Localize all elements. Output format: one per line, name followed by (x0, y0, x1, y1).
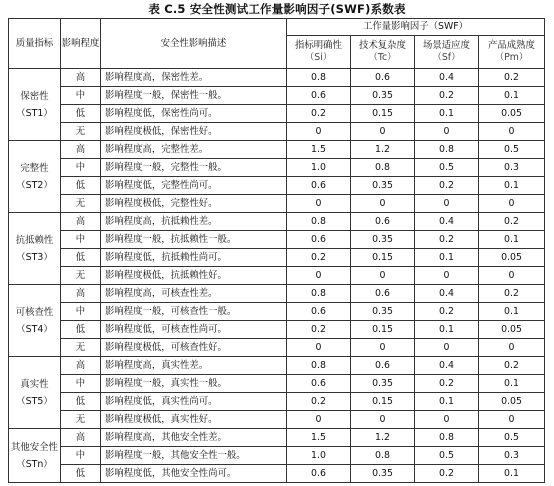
coefficient-cell: 0.6 (351, 213, 415, 231)
metric-cell (9, 69, 61, 141)
impact-description-cell: 影响程度低，抗抵赖性尚可。 (101, 249, 287, 267)
impact-level-cell: 无 (61, 267, 101, 285)
coefficient-cell: 0.1 (415, 393, 479, 411)
coefficient-cell: 0.2 (479, 357, 545, 375)
coefficient-cell: 0.15 (351, 393, 415, 411)
coefficient-cell: 0.2 (415, 177, 479, 195)
metric-code: （ST5） (16, 395, 53, 407)
coefficient-cell: 0.2 (287, 105, 351, 123)
metric-code: （ST4） (16, 323, 53, 335)
table-row (9, 267, 545, 285)
coefficient-cell: 0.2 (287, 321, 351, 339)
impact-description-cell: 影响程度极低，可核查性好。 (101, 339, 287, 357)
coefficient-cell: 0.2 (415, 375, 479, 393)
impact-level-cell: 中 (61, 87, 101, 105)
impact-level-cell: 中 (61, 375, 101, 393)
impact-description-cell: 影响程度低，保密性尚可。 (101, 105, 287, 123)
impact-level-cell: 中 (61, 159, 101, 177)
impact-level-cell: 高 (61, 357, 101, 375)
table-row (9, 177, 545, 195)
impact-level-cell: 高 (61, 285, 101, 303)
table-row (9, 321, 545, 339)
coefficient-cell: 0.15 (351, 321, 415, 339)
coefficient-cell: 0.35 (351, 303, 415, 321)
coefficient-cell: 0.1 (479, 87, 545, 105)
table-body (9, 69, 545, 483)
impact-level-cell: 低 (61, 321, 101, 339)
impact-level-cell: 中 (61, 447, 101, 465)
table-row (9, 159, 545, 177)
table-row (9, 195, 545, 213)
coefficient-cell: 0.8 (287, 357, 351, 375)
coefficient-cell: 0.2 (415, 231, 479, 249)
table-row (9, 375, 545, 393)
coefficient-cell: 0.6 (287, 231, 351, 249)
coefficient-cell: 0.8 (351, 447, 415, 465)
impact-description-cell: 影响程度一般，其他安全性一般。 (101, 447, 287, 465)
metric-code: （ST1） (16, 107, 53, 119)
coefficient-cell: 0 (287, 123, 351, 141)
metric-name: 可核查性 (15, 306, 54, 318)
coefficient-cell: 1.0 (287, 447, 351, 465)
metric-name: 完整性 (20, 162, 49, 174)
coefficient-cell: 0 (415, 195, 479, 213)
impact-level-cell: 高 (61, 141, 101, 159)
impact-level-cell: 高 (61, 429, 101, 447)
coefficient-cell: 0.1 (479, 177, 545, 195)
coefficient-cell: 0.1 (479, 303, 545, 321)
coefficient-cell: 0.1 (415, 321, 479, 339)
coefficient-cell: 0 (287, 411, 351, 429)
coefficient-cell: 0.6 (287, 87, 351, 105)
header-factor-pm (479, 36, 545, 69)
coefficient-cell: 0.1 (415, 249, 479, 267)
impact-level-cell: 无 (61, 123, 101, 141)
coefficient-cell: 0.05 (479, 321, 545, 339)
coefficient-cell: 0.4 (415, 357, 479, 375)
coefficient-cell: 0.8 (415, 141, 479, 159)
coefficient-cell: 0 (351, 411, 415, 429)
metric-cell (9, 429, 61, 483)
coefficient-cell: 0.5 (479, 429, 545, 447)
impact-description-cell: 影响程度高，抗抵赖性差。 (101, 213, 287, 231)
coefficient-cell: 0.4 (415, 213, 479, 231)
coefficient-cell: 0.05 (479, 393, 545, 411)
impact-description-cell: 影响程度低，其他安全性尚可。 (101, 465, 287, 483)
coefficient-cell: 0 (415, 411, 479, 429)
factor-name: 产品成熟度 (488, 40, 535, 51)
coefficient-cell: 0.8 (415, 429, 479, 447)
table-row (9, 69, 545, 87)
factor-name: 技术复杂度 (359, 40, 406, 51)
table-row (9, 465, 545, 483)
impact-level-cell: 无 (61, 339, 101, 357)
coefficient-cell: 0.2 (287, 393, 351, 411)
table-row (9, 357, 545, 375)
impact-description-cell: 影响程度高，完整性差。 (101, 141, 287, 159)
coefficient-cell: 0.6 (287, 465, 351, 483)
coefficient-cell: 0.15 (351, 249, 415, 267)
impact-level-cell: 低 (61, 105, 101, 123)
metric-name: 其他安全性 (11, 441, 58, 453)
coefficient-cell: 0 (479, 195, 545, 213)
coefficient-cell: 0 (351, 123, 415, 141)
coefficient-cell: 0.6 (287, 177, 351, 195)
coefficient-cell: 0.05 (479, 249, 545, 267)
coefficient-cell: 0 (479, 267, 545, 285)
impact-description-cell: 影响程度高，可核查性差。 (101, 285, 287, 303)
impact-level-cell: 无 (61, 411, 101, 429)
factor-name: 场景适应度 (423, 40, 470, 51)
factor-code: （Si） (304, 52, 333, 63)
header-desc: 安全性影响描述 (101, 19, 287, 69)
metric-cell (9, 141, 61, 213)
swf-coefficient-table (8, 18, 545, 483)
coefficient-cell: 0.2 (415, 303, 479, 321)
coefficient-cell: 0.6 (351, 357, 415, 375)
coefficient-cell: 1.2 (351, 429, 415, 447)
impact-description-cell: 影响程度一般，可核查性一般。 (101, 303, 287, 321)
metric-name: 抗抵赖性 (15, 234, 54, 246)
coefficient-cell: 0.6 (351, 69, 415, 87)
coefficient-cell: 0.05 (479, 105, 545, 123)
impact-description-cell: 影响程度低，可核查性尚可。 (101, 321, 287, 339)
table-row (9, 87, 545, 105)
coefficient-cell: 0.6 (287, 375, 351, 393)
metric-name: 保密性 (20, 90, 49, 102)
table-row (9, 105, 545, 123)
coefficient-cell: 0.3 (479, 159, 545, 177)
coefficient-cell: 0.8 (351, 159, 415, 177)
factor-code: （Tc） (368, 52, 397, 63)
factor-name: 指标明确性 (295, 40, 342, 51)
coefficient-cell: 0.1 (479, 231, 545, 249)
coefficient-cell: 0.2 (415, 465, 479, 483)
coefficient-cell: 0 (479, 339, 545, 357)
impact-description-cell: 影响程度高，其他安全性差。 (101, 429, 287, 447)
coefficient-cell: 0.6 (351, 285, 415, 303)
coefficient-cell: 0 (351, 267, 415, 285)
coefficient-cell: 0.6 (287, 303, 351, 321)
coefficient-cell: 0.1 (479, 465, 545, 483)
metric-cell (9, 285, 61, 357)
coefficient-cell: 0 (415, 339, 479, 357)
coefficient-cell: 0.8 (287, 285, 351, 303)
impact-level-cell: 中 (61, 303, 101, 321)
table-row (9, 303, 545, 321)
coefficient-cell: 0.5 (415, 447, 479, 465)
impact-description-cell: 影响程度低，真实性尚可。 (101, 393, 287, 411)
table-row (9, 411, 545, 429)
coefficient-cell: 0.5 (415, 159, 479, 177)
coefficient-cell: 0.15 (351, 105, 415, 123)
table-row (9, 123, 545, 141)
coefficient-cell: 0.35 (351, 177, 415, 195)
impact-description-cell: 影响程度一般，保密性一般。 (101, 87, 287, 105)
header-factor-sf (415, 36, 479, 69)
metric-code: （STn） (16, 458, 53, 470)
coefficient-cell: 0.2 (415, 87, 479, 105)
impact-level-cell: 低 (61, 393, 101, 411)
table-row (9, 429, 545, 447)
coefficient-cell: 0.8 (287, 213, 351, 231)
table-row (9, 141, 545, 159)
table-row (9, 249, 545, 267)
impact-level-cell: 无 (61, 195, 101, 213)
factor-code: （Sf） (432, 52, 461, 63)
metric-code: （ST3） (16, 251, 53, 263)
coefficient-cell: 0.1 (479, 375, 545, 393)
coefficient-cell: 0.35 (351, 375, 415, 393)
metric-code: （ST2） (16, 179, 53, 191)
impact-description-cell: 影响程度高，保密性差。 (101, 69, 287, 87)
coefficient-cell: 0.35 (351, 231, 415, 249)
coefficient-cell: 0 (287, 195, 351, 213)
coefficient-cell: 0.4 (415, 69, 479, 87)
metric-name: 真实性 (20, 378, 49, 390)
table-caption: 表 C.5 安全性测试工作量影响因子(SWF)系数表 (148, 2, 406, 16)
coefficient-cell: 0.35 (351, 87, 415, 105)
impact-description-cell: 影响程度极低，完整性好。 (101, 195, 287, 213)
factor-code: （Pm） (494, 52, 529, 63)
impact-description-cell: 影响程度极低，真实性好。 (101, 411, 287, 429)
impact-description-cell: 影响程度高，真实性差。 (101, 357, 287, 375)
coefficient-cell: 0.8 (287, 69, 351, 87)
metric-cell (9, 213, 61, 285)
coefficient-cell: 0.3 (479, 447, 545, 465)
coefficient-cell: 0 (351, 195, 415, 213)
coefficient-cell: 0 (479, 123, 545, 141)
coefficient-cell: 0.2 (479, 213, 545, 231)
header-impact: 影响程度 (61, 19, 101, 69)
header-quality: 质量指标 (9, 19, 61, 69)
coefficient-cell: 0.2 (479, 285, 545, 303)
coefficient-cell: 1.5 (287, 141, 351, 159)
impact-description-cell: 影响程度极低，抗抵赖性好。 (101, 267, 287, 285)
coefficient-cell: 1.2 (351, 141, 415, 159)
impact-level-cell: 低 (61, 177, 101, 195)
coefficient-cell: 0 (415, 123, 479, 141)
table-row (9, 285, 545, 303)
header-factor-tc (351, 36, 415, 69)
impact-description-cell: 影响程度一般，抗抵赖性一般。 (101, 231, 287, 249)
coefficient-cell: 0 (479, 411, 545, 429)
metric-cell (9, 357, 61, 429)
coefficient-cell: 0 (415, 267, 479, 285)
table-row (9, 231, 545, 249)
impact-description-cell: 影响程度极低，保密性好。 (101, 123, 287, 141)
table-row (9, 339, 545, 357)
coefficient-cell: 0.35 (351, 465, 415, 483)
impact-description-cell: 影响程度一般，完整性一般。 (101, 159, 287, 177)
header-factor-si (287, 36, 351, 69)
impact-level-cell: 高 (61, 69, 101, 87)
table-row (9, 213, 545, 231)
coefficient-cell: 1.5 (287, 429, 351, 447)
header-swf-group: 工作量影响因子（SWF） (287, 19, 545, 36)
coefficient-cell: 0.4 (415, 285, 479, 303)
table-row (9, 393, 545, 411)
impact-level-cell: 低 (61, 249, 101, 267)
coefficient-cell: 0 (287, 267, 351, 285)
coefficient-cell: 0.5 (479, 141, 545, 159)
table-row (9, 447, 545, 465)
impact-level-cell: 高 (61, 213, 101, 231)
coefficient-cell: 1.0 (287, 159, 351, 177)
coefficient-cell: 0.1 (415, 105, 479, 123)
impact-description-cell: 影响程度一般，真实性一般。 (101, 375, 287, 393)
coefficient-cell: 0 (351, 339, 415, 357)
impact-level-cell: 低 (61, 465, 101, 483)
coefficient-cell: 0.2 (287, 249, 351, 267)
impact-level-cell: 中 (61, 231, 101, 249)
coefficient-cell: 0.2 (479, 69, 545, 87)
coefficient-cell: 0 (287, 339, 351, 357)
impact-description-cell: 影响程度低，完整性尚可。 (101, 177, 287, 195)
